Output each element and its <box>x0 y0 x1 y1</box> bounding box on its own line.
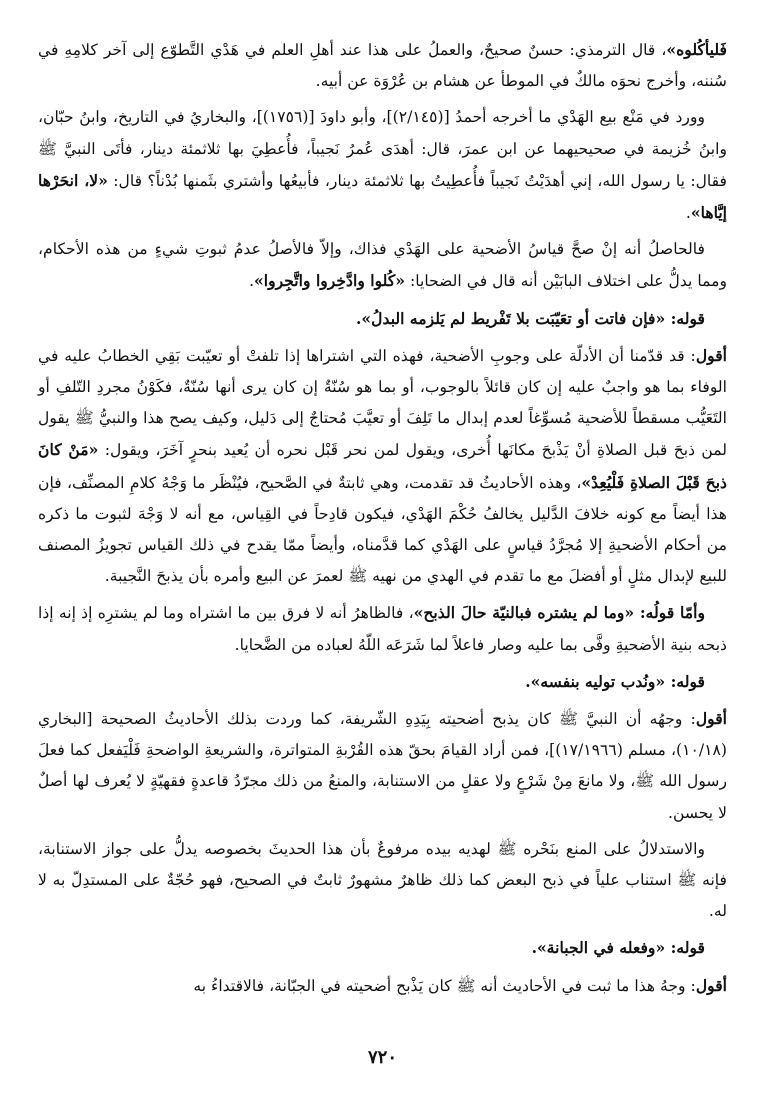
bold-text: «كُلوا وادَّخِروا واتَّجِروا» <box>254 271 406 291</box>
paragraph <box>38 597 727 660</box>
bold-text: أقول <box>695 345 727 365</box>
bold-text: قوله: «وفعله في الجبانة». <box>531 938 705 958</box>
bold-text: قوله: «فإن فاتت أو تعَيّبَت بلا تَفْريط لم يَلزمه البدلُ». <box>356 308 705 328</box>
paragraph <box>38 234 727 297</box>
body-run: : وجهُه أن النبيَّ ﷺ كان يذبح أضحيته بِيَدِهِ الشّريفة، كما وردت بذلك الأحاديثُ الصحيحة [البخاري (١٠/١٨)، مسلم (١٧/١٩٦٦)]، فمن أراد القيامَ بحقّ هذه القُرْبةِ المتواترة، والشريعةِ الواضحةِ فَلْيَفعل كما فعلَ رسول الله ﷺ، ولا مانعَ مِنْ شَرْعٍ ولا عقلٍ من الاستنابة، والمنعُ من ذلك مجرّدُ قاعدةٍ فقهيّةٍ لا يُعرف لها أصلٌ لا يحسن. <box>38 710 727 822</box>
body-run: ، قال الترمذي: حسنٌ صحيحٌ، والعملُ على هذا عند أهلِ العلم في هَدْي التَّطوّع إلى آخر كلامِهِ في سُننه، وأخرج نحوَه مالكٌ في الموطأ عن هشام بن عُرْوَة عن أبيه. <box>38 41 727 91</box>
bold-text: قوله: «ونُدب توليه بنفسه». <box>525 671 705 691</box>
body-text <box>38 34 727 1002</box>
page-number: ٧٢٠ <box>367 1047 397 1068</box>
paragraph <box>38 834 727 928</box>
body-run: : قد قدّمنا أن الأدلّة على وجوبِ الأضحية، فهذه التي اشتراها إذا تلفتْ أو تعيّبت بَقِي الخطابُ عليه في الوفاء بما هو واجبٌ عليه إن كان قائلاً بالوجوب، أو بما هو سُنّةٌ إن كان يرى أنها سُنّةٌ، فكَوْنُ مجردِ التّلفِ أو التَعَيُّب مسقطاً للأضحية مُسوِّغاً لعدم إبدال ما تَلِفَ أو تعيَّبَ مُحتاجٌ إلى دَليل، وكيف يصح هذا والنبيُّ ﷺ يقول لمن ذبحَ قبل الصلاةِ أنْ يَذْبحَ مكانَها أُخرى، ويقول لمن نحر قَبْل نحره أن يُعيد بنحرٍ آخَرَ، ويقول: <box>38 346 728 460</box>
bold-text: «لا، انحَرْها إيَّاها» <box>38 170 727 223</box>
paragraph <box>38 666 727 698</box>
paragraph <box>38 703 727 829</box>
paragraph <box>38 932 727 964</box>
body-run: . <box>249 272 255 291</box>
bold-text: «مَنْ كانَ ذبحَ قَبْلَ الصلاةِ فَلْيُعِدْ» <box>38 440 727 492</box>
body-run: والاستدلالُ على المنع بنَحْره ﷺ لهديه بيده مرفوعٌ بأن هذا الحديثَ بخصوصه يدلُّ على جواز الاستنابة، فإنه ﷺ استناب علياً في ذبح البعض كما ذلك ظاهرٌ مشهورٌ ثابتٌ في الصحيح، فهو حُجّةٌ على المستدِلّ به لا له. <box>38 839 727 921</box>
body-run: ، فالظاهرُ أنه لا فرق بين ما اشتراه وما لم يشترِه إذ إنه إذا ذبحه بنية الأضحيةِ وفَّى بما عليه وصار فاعلاً لما شَرَعَه اللّهُ لعباده من الضَّحايا. <box>38 604 727 654</box>
bold-text: أقول <box>695 709 727 729</box>
paragraph <box>38 970 727 1002</box>
paragraph <box>38 34 727 97</box>
body-run: فالحاصلُ أنه إنْ صحَّ قياسُ الأضحية على الهَدْي فذاك، وإلاّ فالأصلُ عدمُ ثبوتِ شيءٍ من هذه الأحكام، ومما يدلُّ على اختلاف البابَيْن أنه قال في الضحايا: <box>38 240 727 291</box>
body-run: ، وهذه الأحاديثُ قد تقدمت، وهي ثابتةٌ في الصَّحيح، فيُنْظَر ما وَجْهُ كلامِ المصنِّف، فإن هذا أيضاً مع كونه خلافَ الدَّليل يخالفُ حُكْمَ الهَدْي، فيكون قادِحاً في القِياس، مع أنه لا وَجْهَ لثبوت ما ذكره من أحكام الأضحيةِ إلا مُجرَّدُ قياسٍ على الهَدْي كما قدَّمناه، وأيضاً ممّا يقدح في ذلك القياس تجويزُ المصنف للبيع لإبدال مثلٍ أو أفضلَ مع ما تقدم في الهدي من نهيه ﷺ لعمرَ عن البيع وأمره بأن يذبحَ النَّجيبة. <box>38 473 727 586</box>
paragraph <box>38 102 727 229</box>
bold-text: وأمّا قولُه: «وما لم يشتره فبالنيّة حالَ الذبح» <box>413 603 705 623</box>
paragraph <box>38 303 727 335</box>
body-run: وورد في مَنْع بيع الهَدْي ما أخرجه أحمدُ [(٢/١٤٥)]، وأبو داودَ [(١٧٥٦)]، والبخاريُ في التاريخ، وابنُ حبّان، وابنُ خُزيمة في صحيحيهما عن ابن عمرَ، قال: أهدَى عُمرُ نَجيباً، فأُعطِيَ بها ثلاثمئة دينار، فأتَى النبيَّ ﷺ فقال: يا رسول الله، إني أهدَيْتُ نَجيباً فأُعطِيتُ بها ثلاثمئة دينار، فأبيعُها وأشتري بثَمنها بُدْناً؟ قال: <box>38 108 727 190</box>
body-run: . <box>685 204 691 223</box>
body-run: : وجهُ هذا ما ثبت في الأحاديث أنه ﷺ كان يَذْبح أضحيته في الجبّانة، فالاقتداءُ به <box>193 976 696 995</box>
bold-text: أقول <box>695 975 727 995</box>
bold-text: فَليأكُلوه» <box>666 40 727 59</box>
paragraph <box>38 340 727 593</box>
